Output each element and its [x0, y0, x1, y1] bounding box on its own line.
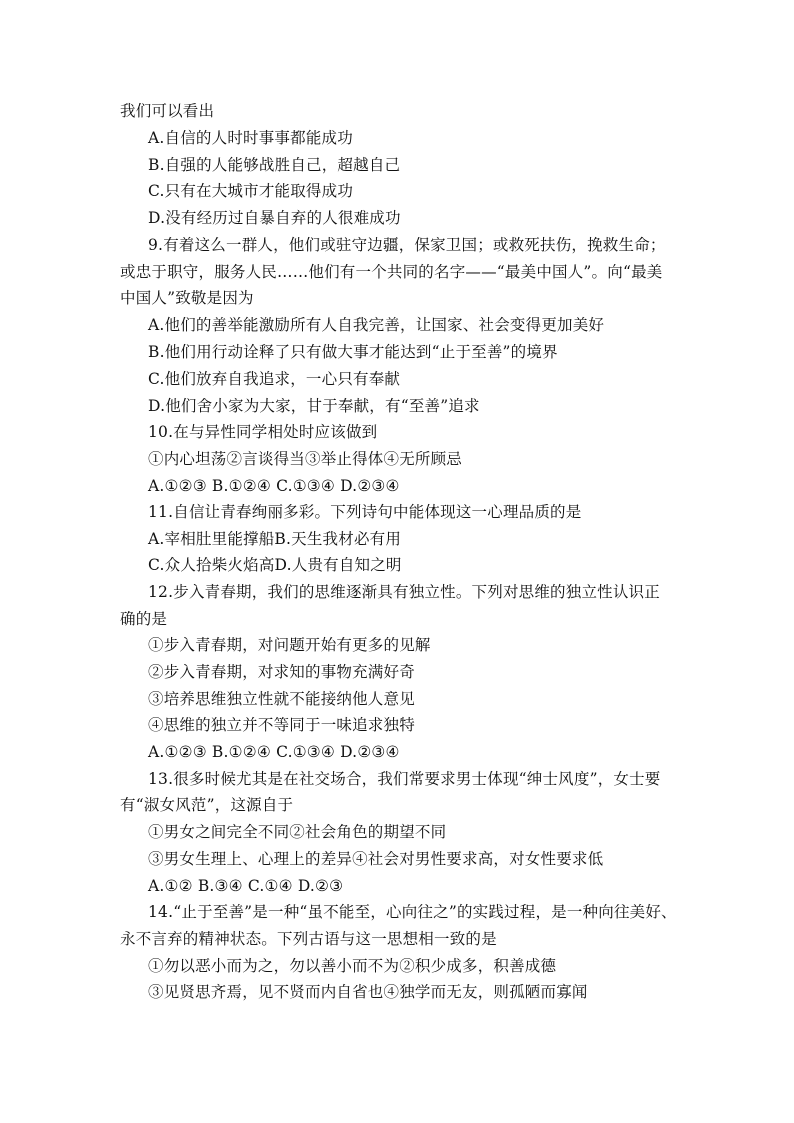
text-line: 12.步入青春期，我们的思维逐渐具有独立性。下列对思维的独立性认识正 [148, 583, 660, 601]
text-line: 永不言弃的精神状态。下列古语与这一思想相一致的是 [120, 930, 497, 948]
text-line: 9.有着这么一群人，他们或驻守边疆，保家卫国；或救死扶伤，挽救生命； [148, 236, 666, 254]
text-line: B.自强的人能够战胜自己，超越自己 [148, 156, 401, 174]
text-line: ③男女生理上、心理上的差异④社会对男性要求高，对女性要求低 [148, 850, 604, 868]
text-line: ①内心坦荡②言谈得当③举止得体④无所顾忌 [148, 450, 463, 468]
text-line: 有“淑女风范”，这源自于 [120, 796, 294, 814]
text-line: 我们可以看出 [120, 102, 215, 120]
text-line: 13.很多时候尤其是在社交场合，我们常要求男士体现“绅士风度”，女士要 [148, 770, 661, 788]
text-line: ①男女之间完全不同②社会角色的期望不同 [148, 823, 447, 841]
text-line: 14.“止于至善”是一种“虽不能至，心向往之”的实践过程，是一种向往美好、 [148, 903, 677, 921]
text-line: 10.在与异性同学相处时应该做到 [148, 423, 378, 441]
text-line: D.他们舍小家为大家，甘于奉献，有“至善”追求 [148, 397, 480, 415]
text-line: A.①② B.③④ C.①④ D.②③ [148, 877, 344, 895]
text-line: A.宰相肚里能撑船B.天生我材必有用 [148, 530, 402, 548]
text-line: ②步入青春期，对求知的事物充满好奇 [148, 663, 415, 681]
text-line: A.自信的人时时事事都能成功 [148, 129, 353, 147]
text-line: 或忠于职守，服务人民……他们有一个共同的名字——“最美中国人”。向“最美 [120, 263, 663, 281]
text-line: A.①②③ B.①②④ C.①③④ D.②③④ [148, 743, 400, 761]
text-line: 确的是 [120, 610, 168, 628]
text-line: C.只有在大城市才能取得成功 [148, 182, 354, 200]
text-line: D.没有经历过自暴自弃的人很难成功 [148, 209, 401, 227]
text-line: 中国人”致敬是因为 [120, 289, 254, 307]
text-line: ①勿以恶小而为之，勿以善小而不为②积少成多，积善成德 [148, 957, 557, 975]
text-line: ①步入青春期，对问题开始有更多的见解 [148, 636, 431, 654]
text-line: ③培养思维独立性就不能接纳他人意见 [148, 690, 415, 708]
text-line: B.他们用行动诠释了只有做大事才能达到“止于至善”的境界 [148, 343, 558, 361]
text-line: A.①②③ B.①②④ C.①③④ D.②③④ [148, 477, 400, 495]
text-line: 11.自信让青春绚丽多彩。下列诗句中能体现这一心理品质的是 [148, 503, 582, 521]
text-line: C.他们放弃自我追求，一心只有奉献 [148, 370, 401, 388]
text-line: ④思维的独立并不等同于一味追求独特 [148, 716, 415, 734]
text-line: A.他们的善举能激励所有人自我完善，让国家、社会变得更加美好 [148, 316, 605, 334]
text-line: ③见贤思齐焉，见不贤而内自省也④独学而无友，则孤陋而寡闻 [148, 983, 588, 1001]
text-line: C.众人拾柴火焰高D.人贵有自知之明 [148, 556, 402, 574]
